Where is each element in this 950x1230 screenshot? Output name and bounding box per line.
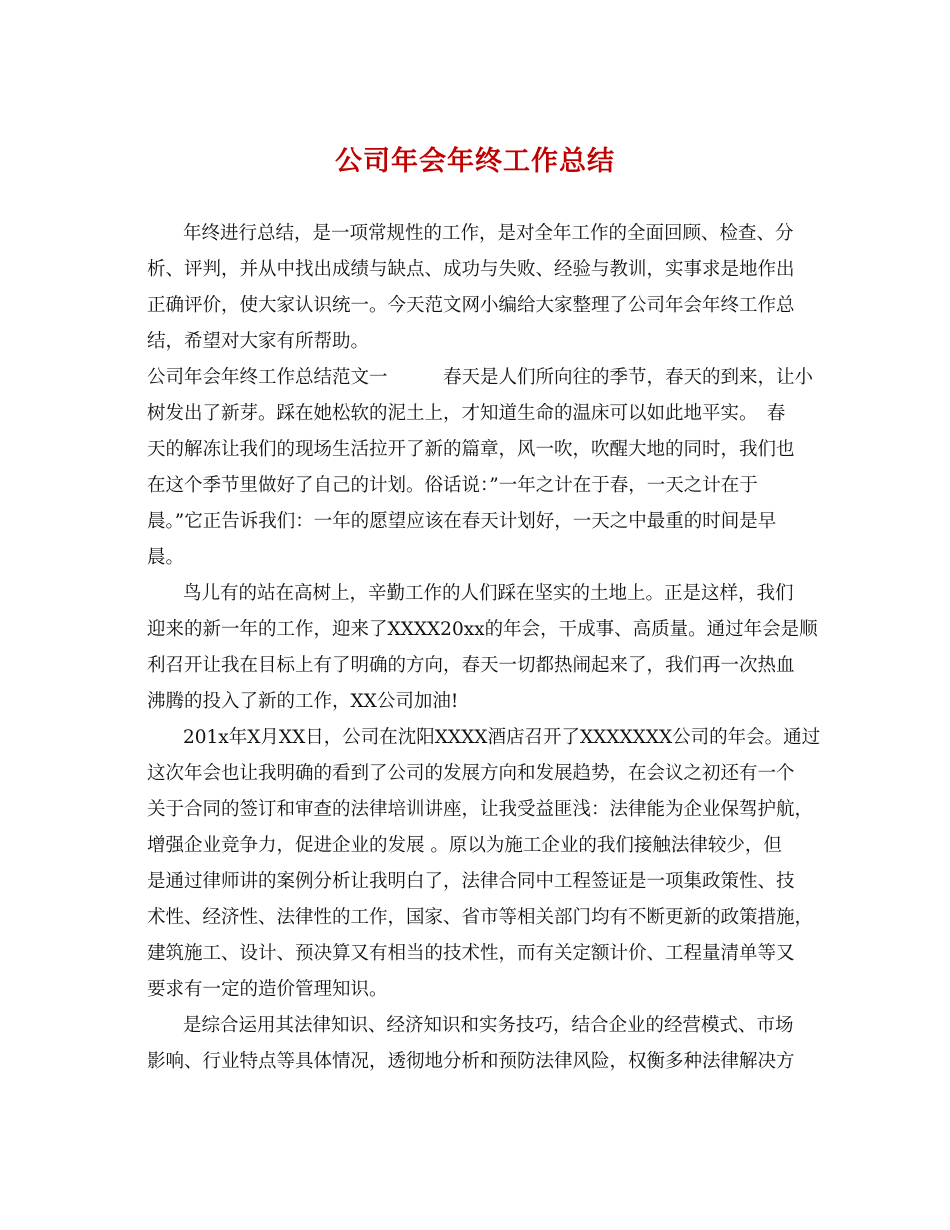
body-line: 年终进行总结，是一项常规性的工作，是对全年工作的全面回顾、检查、分 xyxy=(183,223,794,244)
body-line: 沸腾的投入了新的工作，XX公司加油! xyxy=(147,691,459,712)
body-line: 天的解冻让我们的现场生活拉开了新的篇章，风一吹，吹醒大地的同时，我们也 xyxy=(147,439,795,460)
body-line: 析、评判，并从中找出成绩与缺点、成功与失败、经验与教训，实事求是地作出 xyxy=(147,259,795,280)
body-line: 影响、行业特点等具体情况，透彻地分析和预防法律风险，权衡多种法律解决方 xyxy=(147,1051,795,1072)
body-line: 关于合同的签订和审查的法律培训讲座，让我受益匪浅：法律能为企业保驾护航， xyxy=(147,799,814,820)
body-line: 这次年会也让我明确的看到了公司的发展方向和发展趋势，在会议之初还有一个 xyxy=(147,763,795,784)
body-line: 鸟儿有的站在高树上，辛勤工作的人们踩在坚实的土地上。正是这样，我们 xyxy=(183,583,794,604)
body-line: 晨。 xyxy=(147,547,185,568)
body-line: 利召开让我在目标上有了明确的方向，春天一切都热闹起来了，我们再一次热血 xyxy=(147,655,795,676)
body-line: 结，希望对大家有所帮助。 xyxy=(147,331,370,352)
body-line: 迎来的新一年的工作，迎来了XXXX20xx的年会，干成事、高质量。通过年会是顺 xyxy=(147,619,818,640)
body-line: 是综合运用其法律知识、经济知识和实务技巧，结合企业的经营模式、市场 xyxy=(183,1015,794,1036)
body-line: 术性、经济性、法律性的工作，国家、省市等相关部门均有不断更新的政策措施， xyxy=(147,907,814,928)
body-line: 树发出了新芽。踩在她松软的泥土上，才知道生命的温床可以如此地平实。 春 xyxy=(147,403,786,424)
body-line: 201x年X月XX日，公司在沈阳XXXX酒店召开了XXXXXXX公司的年会。通过 xyxy=(183,727,821,748)
body-line: 晨。”它正告诉我们：一年的愿望应该在春天计划好，一天之中最重的时间是早 xyxy=(147,511,777,532)
body-line: 是通过律师讲的案例分析让我明白了，法律合同中工程签证是一项集政策性、技 xyxy=(147,871,795,892)
body-line: 在这个季节里做好了自己的计划。俗话说：”一年之计在于春，一天之计在于 xyxy=(147,475,758,496)
body-line: 要求有一定的造价管理知识。 xyxy=(147,979,388,1000)
body-line: 正确评价，使大家认识统一。今天范文网小编给大家整理了公司年会年终工作总 xyxy=(147,295,795,316)
body-line: 建筑施工、设计、预决算又有相当的技术性，而有关定额计价、工程量清单等又 xyxy=(147,943,795,964)
body-line: 增强企业竞争力，促进企业的发展 。原以为施工企业的我们接触法律较少，但 xyxy=(147,835,782,856)
document-title: 公司年会年终工作总结 xyxy=(335,146,615,177)
body-line: 公司年会年终工作总结范文一 春天是人们所向往的季节，春天的到来，让小 xyxy=(147,367,814,388)
